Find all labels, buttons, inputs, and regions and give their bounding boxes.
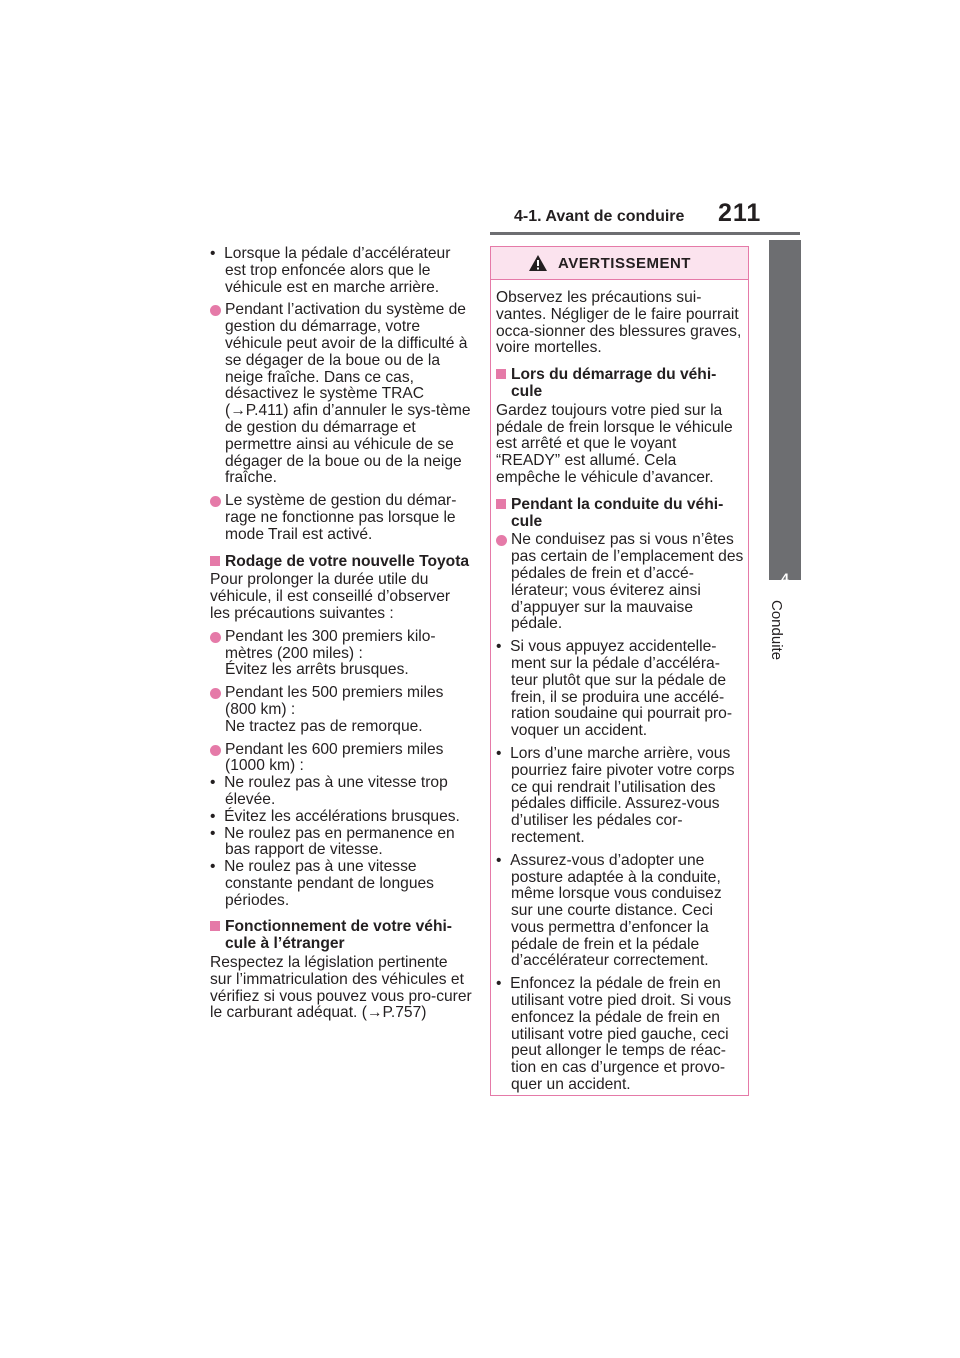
list-item: • Enfoncez la pédale de frein en utilisant votre pied droit. Si vous enfoncez la pédale de frein en utilisant votre pied gauche, ceci peut allonger le temps de réac-tion en cas d’urgence et provo-quer un accident. bbox=[496, 975, 732, 1094]
warning-triangle-icon bbox=[528, 254, 548, 272]
chapter-tab-number: 4 bbox=[781, 570, 789, 586]
warning-header bbox=[491, 247, 748, 280]
left-column bbox=[210, 246, 472, 1028]
list-item: • Assurez-vous d’adopter une posture adaptée à la conduite, même lorsque vous conduisez sur une courte distance. Ceci vous permettra d’enfoncer la pédale de frein et la pédale d’accélérateur correctement. bbox=[496, 851, 722, 970]
heading-etranger: Fonctionnement de votre véhi-cule à l’étranger bbox=[210, 919, 472, 953]
section-title: 4-1. Avant de conduire bbox=[514, 208, 685, 225]
heading-conduite: Pendant la conduite du véhi-cule bbox=[496, 497, 744, 531]
warning-title: AVERTISSEMENT bbox=[558, 254, 691, 272]
warning-content bbox=[491, 280, 748, 1094]
list-item: Pendant les 600 premiers miles (1000 km) : • Ne roulez pas à une vitesse trop élevée. • Évitez les accélérations brusques. • Ne roulez pas en permanence en bas rapport de vitesse. • Ne roulez pas à une vitesse constante pendant de longues périodes. bbox=[210, 742, 472, 910]
paragraph: Observez les précautions sui-vantes. Négliger de le faire pourrait occa-sionner des blessures graves, voire mortelles. bbox=[496, 289, 742, 357]
list-item: Le système de gestion du démar-rage ne fonctionne pas lorsque le mode Trail est activé. bbox=[210, 493, 472, 543]
paragraph: Respectez la législation pertinente sur l’immatriculation des véhicules et vérifiez si vous pouvez vous pro-curer le carburant adéquat. (→P.757) bbox=[210, 954, 472, 1022]
header-divider bbox=[490, 232, 800, 235]
sub-list-item: • Ne roulez pas à une vitesse constante pendant de longues périodes. bbox=[210, 858, 434, 909]
list-item: • Lors d’une marche arrière, vous pourriez faire pivoter votre corps ce qui rendrait l’utilisation des pédales difficile. Assurez-vous d’utiliser les pédales cor-rectement. bbox=[496, 744, 735, 846]
sub-list-item: • Évitez les accélérations brusques. bbox=[210, 807, 460, 825]
list-item: Ne conduisez pas si vous n’êtes pas certain de l’emplacement des pédales de frein et d’accé-lérateur; vous éviterez ainsi d’appuyer sur la mauvaise pédale. bbox=[496, 532, 744, 633]
chapter-tab bbox=[769, 240, 801, 580]
warning-box bbox=[490, 246, 749, 1096]
list-item: Pendant les 300 premiers kilo-mètres (200 miles) : Évitez les arrêts brusques. bbox=[210, 629, 472, 679]
list-item: • Lorsque la pédale d’accélérateur est trop enfoncée alors que le véhicule est en marche arrière. bbox=[210, 245, 451, 296]
chapter-tab-label: Conduite bbox=[768, 600, 785, 661]
list-item: Pendant l’activation du système de gestion du démarrage, votre véhicule peut avoir de la difficulté à se dégager de la boue ou de la neige fraîche. Dans ce cas, désactivez le système TRAC (→P.411) afin d’annuler le sys-tème de gestion du démarrage et permettre ainsi au véhicule de se dégager de la boue ou de la neige fraîche. bbox=[210, 302, 472, 487]
heading-rodage: Rodage de votre nouvelle Toyota bbox=[210, 554, 472, 571]
paragraph: Pour prolonger la durée utile du véhicule, il est conseillé d’observer les précautions suivantes : bbox=[210, 571, 451, 622]
list-item: Pendant les 500 premiers miles (800 km) : Ne tractez pas de remorque. bbox=[210, 685, 472, 735]
list-item: • Si vous appuyez accidentelle-ment sur la pédale d’accéléra-teur plutôt que sur la pédale de frein, il se produira une accélé-ration soudaine qui pourrait pro-voquer un accident. bbox=[496, 638, 733, 740]
sub-list-item: • Ne roulez pas en permanence en bas rapport de vitesse. bbox=[210, 824, 455, 859]
paragraph: Gardez toujours votre pied sur la pédale de frein lorsque le véhicule est arrêté et que le voyant “READY” est allumé. Cela empêche le véhicule d’avancer. bbox=[496, 401, 733, 486]
page-number: 211 bbox=[718, 199, 762, 227]
sub-list-item: • Ne roulez pas à une vitesse trop élevée. bbox=[210, 774, 448, 808]
heading-demarrage: Lors du démarrage du véhi-cule bbox=[496, 367, 744, 401]
